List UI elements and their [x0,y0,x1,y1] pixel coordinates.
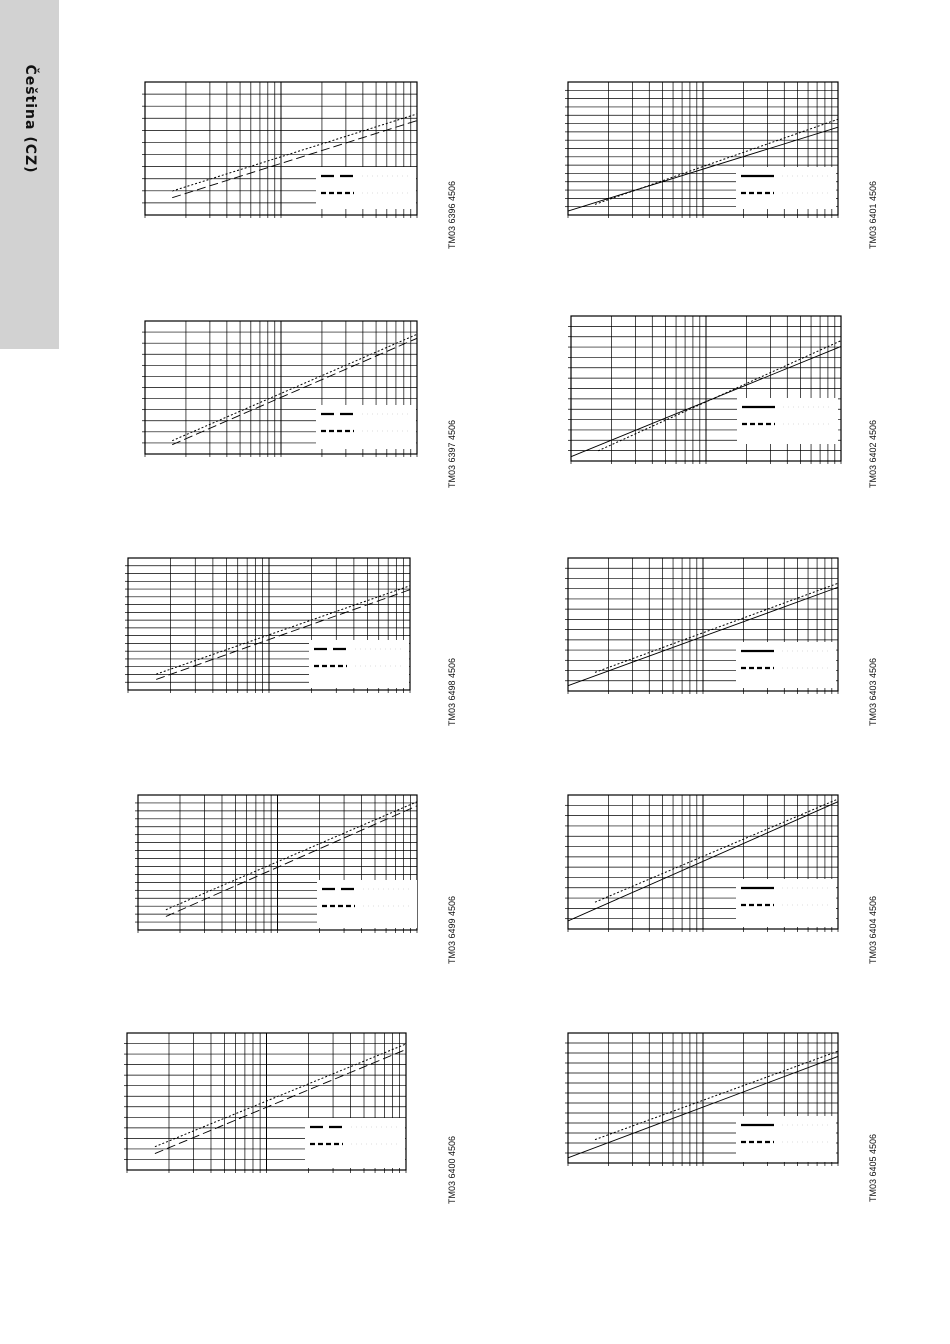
legend-box [317,880,417,928]
chart-code-label: TM03 6403 4506 [868,657,878,727]
chart-4 [568,316,841,464]
chart-code-label: TM03 6396 4506 [447,180,457,250]
legend-box [737,398,838,444]
legend-box [309,640,409,688]
chart-code-label: TM03 6400 4506 [447,1135,457,1205]
legend-box [736,879,836,927]
chart-code-label: TM03 6405 4506 [868,1133,878,1203]
chart-7 [135,795,417,933]
chart-6 [565,558,838,694]
chart-8 [565,795,838,932]
chart-code-label: TM03 6402 4506 [868,419,878,489]
chart-code-label: TM03 6499 4506 [447,895,457,965]
legend-box [736,1116,836,1162]
chart-code-label: TM03 6498 4506 [447,657,457,727]
chart-10 [565,1033,838,1166]
legend-box [316,405,416,449]
chart-code-label: TM03 6401 4506 [868,180,878,250]
legend-box [316,167,416,209]
language-tab-label: Čeština (CZ) [22,64,38,174]
chart-code-label: TM03 6397 4506 [447,419,457,489]
chart-9 [124,1033,406,1173]
chart-1 [142,82,417,218]
chart-3 [142,321,417,457]
chart-code-label: TM03 6404 4506 [868,895,878,965]
chart-2 [565,82,838,218]
legend-box [736,167,836,209]
legend-box [736,642,836,688]
chart-5 [125,558,410,693]
